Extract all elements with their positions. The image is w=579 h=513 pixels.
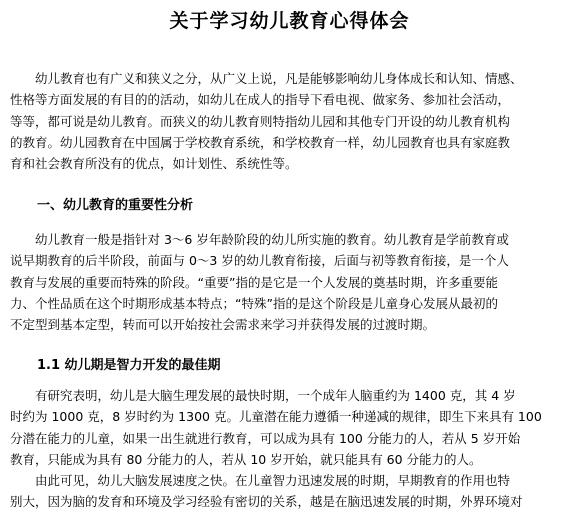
paragraph-line: 有研究表明，幼儿是大脑生理发展的最快时期，一个成年人脑重约为 1400 克，其 4 岁 [10,388,516,403]
paragraph-research [10,385,572,513]
paragraph-line: 时约为 1000 克，8 岁时约为 1300 克。儿童潜在能力遵循一种递减的规律，即生下来具有 100 [10,409,542,425]
paragraph-line: 育和社会教育所没有的优点，如计划性、系统性等。 [10,156,298,172]
paragraph-line: 性格等方面发展的有目的的活动，如幼儿在成人的指导下看电视、做家务、参加社会活动， [10,92,511,108]
paragraph-line: 教育与发展的重要而特殊的阶段。“重要”指的是它是一个人发展的奠基时期，许多重要能 [10,274,498,290]
paragraph-line: 说早期教育的后半阶段，前面与 0～3 岁的幼儿教育衔接，后面与初等教育衔接，是一个人 [10,253,509,269]
section-heading: 一、幼儿教育的重要性分析 [37,198,194,213]
paragraph-intro [10,68,572,174]
paragraph-line: 由此可见，幼儿大脑发展速度之快。在儿童智力迅速发展的时期，早期教育的作用也特 [10,473,511,489]
paragraph-line: 的教育。幼儿园教育在中国属于学校教育系统，和学校教育一样，幼儿园教育也具有家庭教 [10,134,511,150]
paragraph-line: 力、个性品质在这个时期形成基本特点；“特殊”指的是这个阶段是儿童身心发展从最初的 [10,295,498,311]
paragraph-line: 幼儿教育一般是指针对 3～6 岁年龄阶段的幼儿所实施的教育。幼儿教育是学前教育或 [10,232,509,247]
paragraph-line: 教育，只能成为具有 80 分能力的人，若从 10 岁开始，就只能具有 60 分能力的人。 [10,451,482,467]
paragraph-importance [10,229,572,335]
paragraph-line: 不定型到基本定型，转而可以开始按社会需求来学习并获得发展的过渡时期。 [10,317,436,333]
subsection-heading: 1.1 幼儿期是智力开发的最佳期 [37,358,221,373]
paragraph-line: 等等，都可说是幼儿教育。而狭义的幼儿教育则特指幼儿园和其他专门开设的幼儿教育机构 [10,113,511,129]
paragraph-line: 幼儿教育也有广义和狭义之分，从广义上说，凡是能够影响幼儿身体成长和认知、情感、 [10,71,523,86]
paragraph-line: 别大，因为脑的发育和环境及学习经验有密切的关系，越是在脑迅速发展的时期，外界环境对 [10,494,523,510]
document-title: 关于学习幼儿教育心得体会 [169,10,410,32]
paragraph-line: 分潜在能力的儿童，如果一出生就进行教育，可以成为具有 100 分能力的人，若从 5 岁开始 [10,430,521,446]
